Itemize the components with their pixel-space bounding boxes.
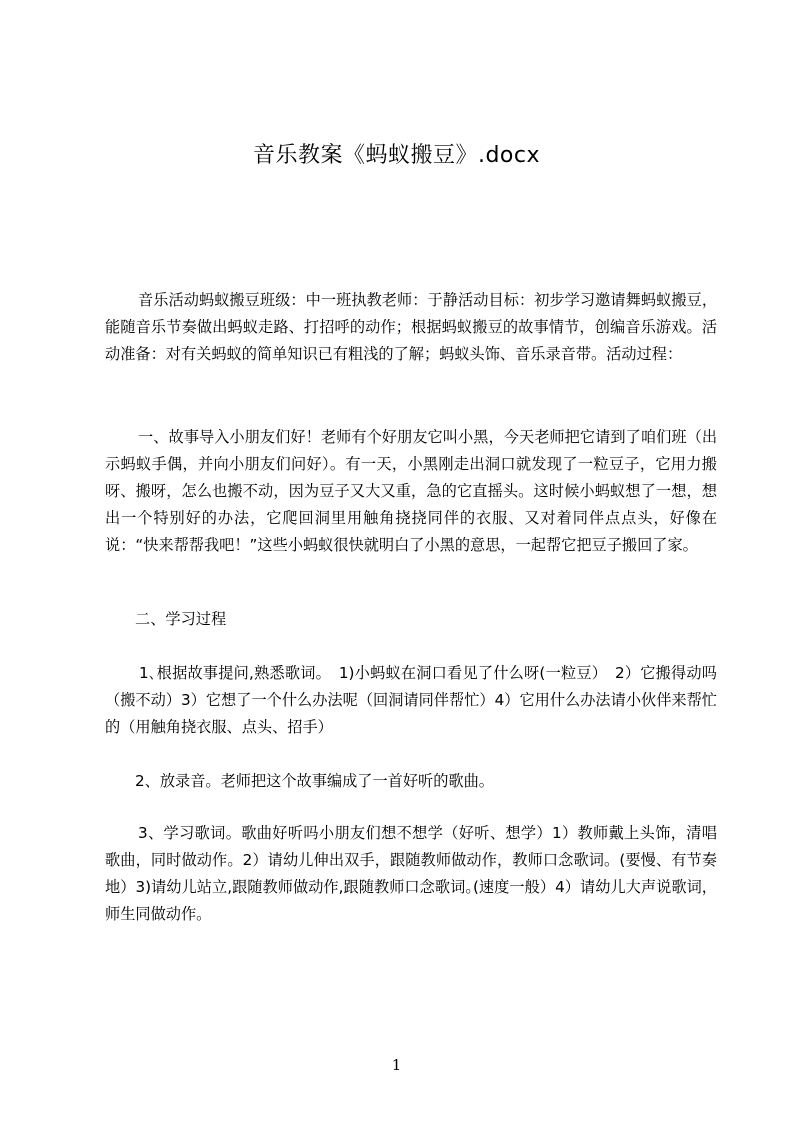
section-heading-learning-process: 二、学习过程 bbox=[135, 610, 227, 628]
paragraph-play-recording: 2、放录音。老师把这个故事编成了一首好听的歌曲。 bbox=[135, 772, 494, 790]
page-number: 1 bbox=[391, 1056, 402, 1074]
paragraph-activity-overview: 音乐活动蚂蚁搬豆班级：中一班执教老师：于静活动目标：初步学习邀请舞蚂蚁搬豆，能随音乐节奏做出蚂蚁走路、打招呼的动作；根据蚂蚁搬豆的故事情节，创编音乐游戏。活动准备：对有关蚂蚁的简单知识已有粗浅的了解；蚂蚁头饰、音乐录音带。活动过程： bbox=[105, 291, 717, 363]
paragraph-story-intro: 一、故事导入小朋友们好！老师有个好朋友它叫小黑，今天老师把它请到了咱们班（出示蚂蚁手偶，并向小朋友们问好）。有一天，小黑刚走出洞口就发现了一粒豆子，它用力搬呀、搬呀，怎么也搬不动，因为豆子又大又重，急的它直摇头。这时候小蚂蚁想了一想，想出一个特别好的办法，它爬回洞里用触角挠挠同伴的衣服、又对着同伴点点头，好像在说：“快来帮帮我吧！”这些小蚂蚁很快就明白了小黑的意思，一起帮它把豆子搬回了家。 bbox=[105, 428, 717, 554]
paragraph-learn-lyrics: 3、学习歌词。歌曲好听吗小朋友们想不想学（好听、想学）1）教师戴上头饰，清唱歌曲，同时做动作。2）请幼儿伸出双手，跟随教师做动作，教师口念歌词。(要慢、有节奏地）3)请幼儿站立,跟随教师做动作,跟随教师口念歌词｡(速度一般）4）请幼儿大声说歌词，师生同做动作。 bbox=[105, 824, 717, 923]
paragraph-story-questions: 1､根据故事提问,熟悉歌词。 1)小蚂蚁在洞口看见了什么呀(一粒豆） 2）它搬得动吗（搬不动）3）它想了一个什么办法呢（回洞请同伴帮忙）4）它用什么办法请小伙伴来帮忙的（用触角挠衣服、点头、招手） bbox=[105, 664, 717, 736]
document-title: 音乐教案《蚂蚁搬豆》.docx bbox=[252, 143, 541, 168]
